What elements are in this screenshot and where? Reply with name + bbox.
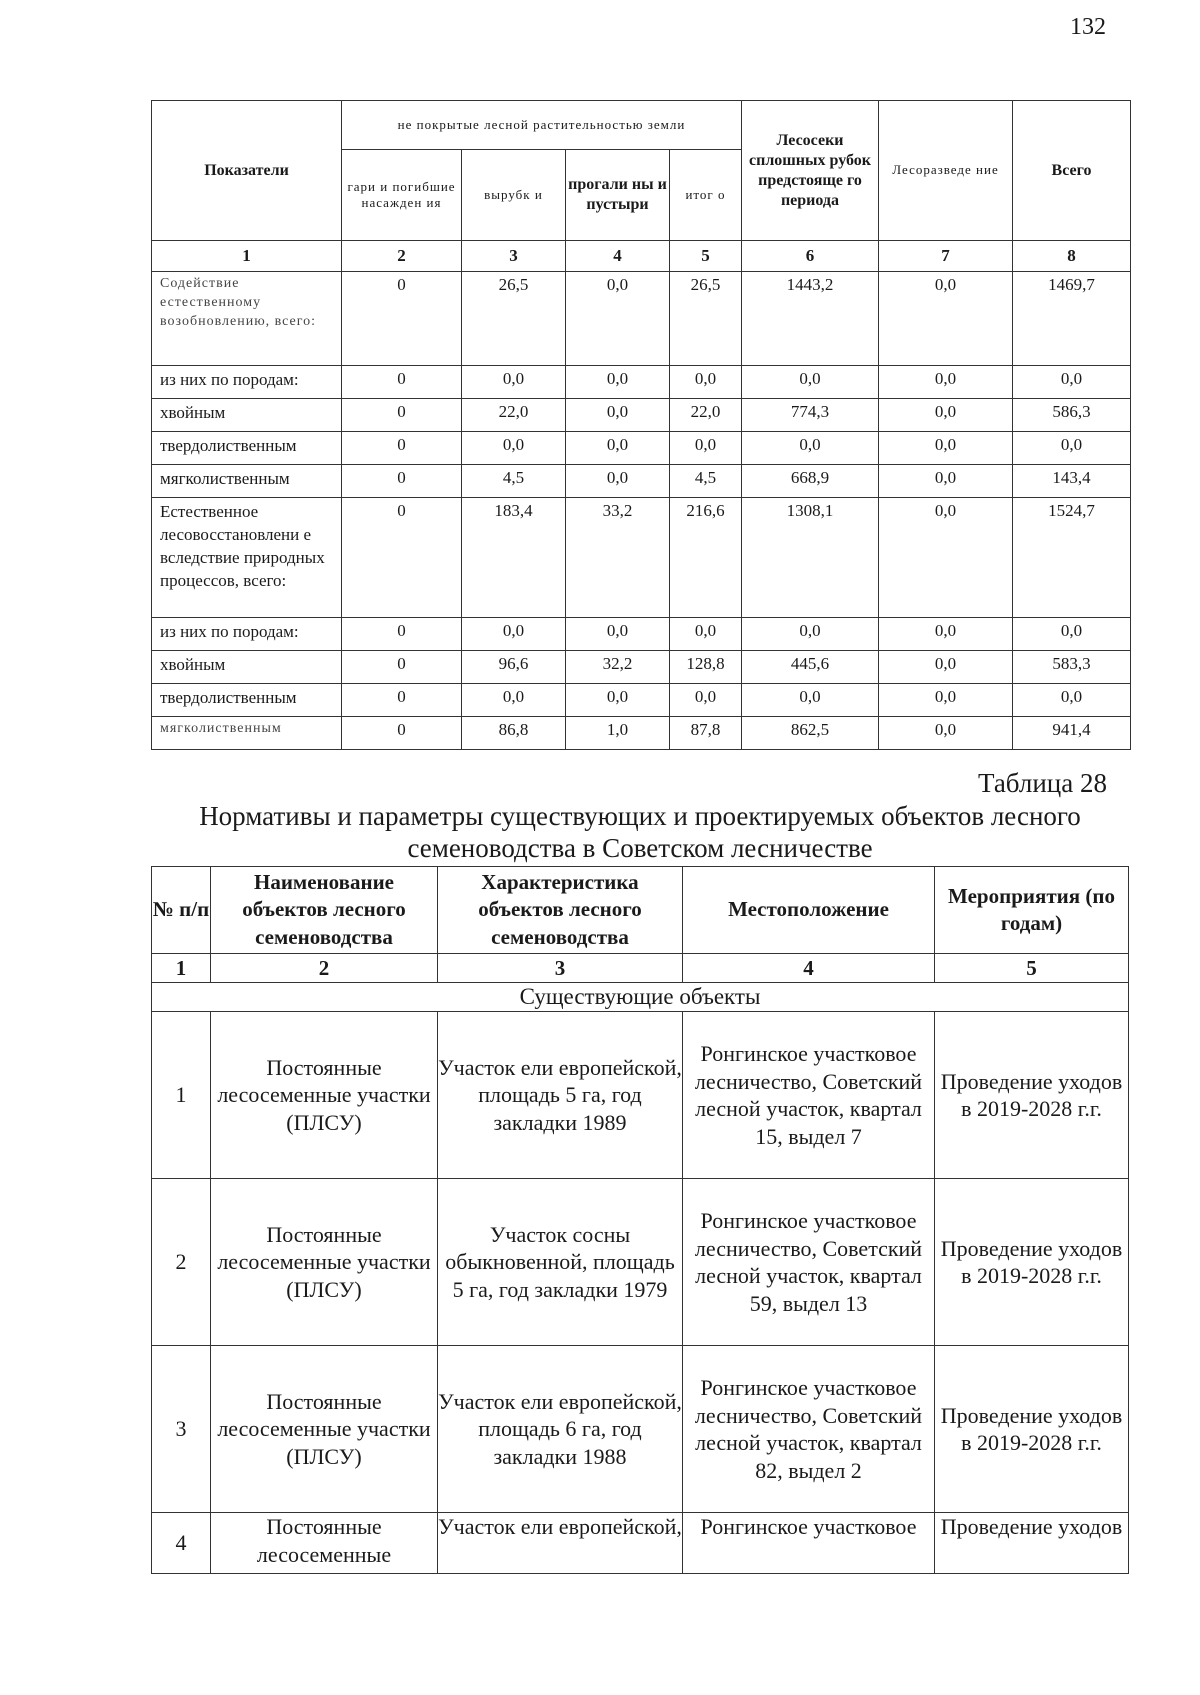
cell-value: 0,0 [879,684,1013,717]
cell-value: 26,5 [462,272,566,366]
column-number: 3 [438,954,683,983]
cell-value: 0,0 [566,399,670,432]
object-activities: Проведение уходов [935,1513,1129,1574]
cell-value: 0,0 [462,432,566,465]
object-name: Постоянные лесосеменные участки (ПЛСУ) [211,1179,438,1346]
column-number: 7 [879,241,1013,272]
table-caption-number: Таблица 28 [978,768,1107,798]
column-number: 2 [342,241,462,272]
cell-value: 0,0 [566,684,670,717]
cell-value: 0,0 [879,465,1013,498]
header-cuttings: вырубк и [462,150,566,241]
cell-value: 0,0 [742,684,879,717]
column-numbers-row [152,954,1129,983]
cell-value: 216,6 [670,498,742,618]
table-row [152,399,1131,432]
cell-value: 0,0 [742,432,879,465]
cell-value: 0,0 [879,498,1013,618]
header-glades-wastelands: прогали ны и пустыри [566,150,670,241]
header-activities: Мероприятия (по годам) [935,867,1129,954]
object-location: Ронгинское участковое лесничество, Советский лесной участок, квартал 59, выдел 13 [683,1179,935,1346]
table-row [152,366,1131,399]
cell-value: 0 [342,399,462,432]
header-object-characteristics: Характеристика объектов лесного семеноводства [438,867,683,954]
cell-value: 0,0 [566,366,670,399]
cell-value: 0,0 [566,465,670,498]
object-characteristics: Участок ели европейской, площадь 5 га, год закладки 1989 [438,1012,683,1179]
cell-value: 0,0 [1013,684,1131,717]
seed-objects-table [151,866,1129,1574]
cell-value: 26,5 [670,272,742,366]
row-label: Естественное лесовосстановлени е вследствие природных процессов, всего: [152,498,342,618]
cell-value: 0 [342,684,462,717]
column-number: 8 [1013,241,1131,272]
table-row [152,432,1131,465]
column-number: 4 [566,241,670,272]
table-row [152,1513,1129,1574]
cell-value: 0,0 [566,432,670,465]
row-number: 4 [152,1513,211,1574]
table-row [152,1346,1129,1513]
cell-value: 0,0 [670,618,742,651]
cell-value: 32,2 [566,651,670,684]
cell-value: 0 [342,651,462,684]
object-activities: Проведение уходов в 2019-2028 г.г. [935,1012,1129,1179]
cell-value: 4,5 [462,465,566,498]
object-name: Постоянные лесосеменные [211,1513,438,1574]
cell-value: 86,8 [462,717,566,750]
cell-value: 0 [342,465,462,498]
object-location: Ронгинское участковое лесничество, Советский лесной участок, квартал 15, выдел 7 [683,1012,935,1179]
table-row [152,684,1131,717]
cell-value: 0,0 [879,432,1013,465]
cell-value: 0,0 [1013,366,1131,399]
cell-value: 0 [342,366,462,399]
row-label: хвойным [152,399,342,432]
header-indicators: Показатели [152,101,342,241]
row-number: 2 [152,1179,211,1346]
cell-value: 0 [342,717,462,750]
cell-value: 0,0 [742,366,879,399]
table-row [152,651,1131,684]
table-row [152,717,1131,750]
column-number: 2 [211,954,438,983]
column-number: 1 [152,241,342,272]
object-activities: Проведение уходов в 2019-2028 г.г. [935,1179,1129,1346]
header-unforested-lands: не покрытые лесной растительностью земли [342,101,742,150]
cell-value: 1443,2 [742,272,879,366]
cell-value: 0,0 [879,618,1013,651]
header-afforestation: Лесоразведе ние [879,101,1013,241]
cell-value: 0,0 [879,272,1013,366]
cell-value: 22,0 [670,399,742,432]
cell-value: 0,0 [670,684,742,717]
header-burnt-dead-stands: гари и погибшие насажден ия [342,150,462,241]
row-label: из них по породам: [152,618,342,651]
cell-value: 33,2 [566,498,670,618]
header-location: Местоположение [683,867,935,954]
column-number: 6 [742,241,879,272]
table-row [152,618,1131,651]
cell-value: 0,0 [742,618,879,651]
cell-value: 143,4 [1013,465,1131,498]
column-number: 5 [670,241,742,272]
cell-value: 4,5 [670,465,742,498]
object-location: Ронгинское участковое [683,1513,935,1574]
table-row [152,465,1131,498]
cell-value: 22,0 [462,399,566,432]
object-characteristics: Участок ели европейской, [438,1513,683,1574]
cell-value: 0,0 [879,399,1013,432]
object-characteristics: Участок сосны обыкновенной, площадь 5 га, год закладки 1979 [438,1179,683,1346]
cell-value: 0,0 [1013,618,1131,651]
section-title: Существующие объекты [152,983,1129,1012]
column-number: 4 [683,954,935,983]
row-number: 3 [152,1346,211,1513]
cell-value: 0,0 [462,618,566,651]
reforestation-table [151,100,1131,750]
table-row [152,1179,1129,1346]
table-row [152,272,1131,366]
cell-value: 941,4 [1013,717,1131,750]
cell-value: 583,3 [1013,651,1131,684]
row-label: Содействие естественному возобновлению, всего: [152,272,342,366]
column-numbers-row [152,241,1131,272]
row-label: твердолиственным [152,684,342,717]
object-activities: Проведение уходов в 2019-2028 г.г. [935,1346,1129,1513]
column-number: 1 [152,954,211,983]
cell-value: 0,0 [879,651,1013,684]
cell-value: 0,0 [879,717,1013,750]
header-clearcut-areas: Лесосеки сплошных рубок предстояще го периода [742,101,879,241]
cell-value: 0 [342,432,462,465]
cell-value: 0 [342,498,462,618]
cell-value: 1,0 [566,717,670,750]
row-number: 1 [152,1012,211,1179]
row-label: хвойным [152,651,342,684]
cell-value: 0,0 [462,366,566,399]
cell-value: 862,5 [742,717,879,750]
object-name: Постоянные лесосеменные участки (ПЛСУ) [211,1012,438,1179]
object-characteristics: Участок ели европейской, площадь 6 га, год закладки 1988 [438,1346,683,1513]
cell-value: 0,0 [462,684,566,717]
header-number: № п/п [152,867,211,954]
cell-value: 668,9 [742,465,879,498]
table-row [152,1012,1129,1179]
row-label: из них по породам: [152,366,342,399]
cell-value: 128,8 [670,651,742,684]
row-label: мягколиственным [152,465,342,498]
column-number: 5 [935,954,1129,983]
cell-value: 0,0 [566,618,670,651]
row-label: мягколиственным [152,717,342,750]
cell-value: 0,0 [670,432,742,465]
cell-value: 0 [342,272,462,366]
header-subtotal: итог о [670,150,742,241]
cell-value: 1524,7 [1013,498,1131,618]
cell-value: 445,6 [742,651,879,684]
cell-value: 183,4 [462,498,566,618]
cell-value: 586,3 [1013,399,1131,432]
cell-value: 0,0 [670,366,742,399]
cell-value: 0 [342,618,462,651]
section-row [152,983,1129,1012]
header-object-name: Наименование объектов лесного семеноводства [211,867,438,954]
cell-value: 0,0 [1013,432,1131,465]
cell-value: 774,3 [742,399,879,432]
cell-value: 0,0 [566,272,670,366]
table-row [152,498,1131,618]
cell-value: 1308,1 [742,498,879,618]
cell-value: 87,8 [670,717,742,750]
object-location: Ронгинское участковое лесничество, Советский лесной участок, квартал 82, выдел 2 [683,1346,935,1513]
row-label: твердолиственным [152,432,342,465]
cell-value: 96,6 [462,651,566,684]
table-caption-title: Нормативы и параметры существующих и проектируемых объектов лесного семеноводства в Советском лесничестве [199,801,1081,864]
header-total: Всего [1013,101,1131,241]
cell-value: 0,0 [879,366,1013,399]
object-name: Постоянные лесосеменные участки (ПЛСУ) [211,1346,438,1513]
page-number: 132 [1070,14,1106,40]
cell-value: 1469,7 [1013,272,1131,366]
column-number: 3 [462,241,566,272]
